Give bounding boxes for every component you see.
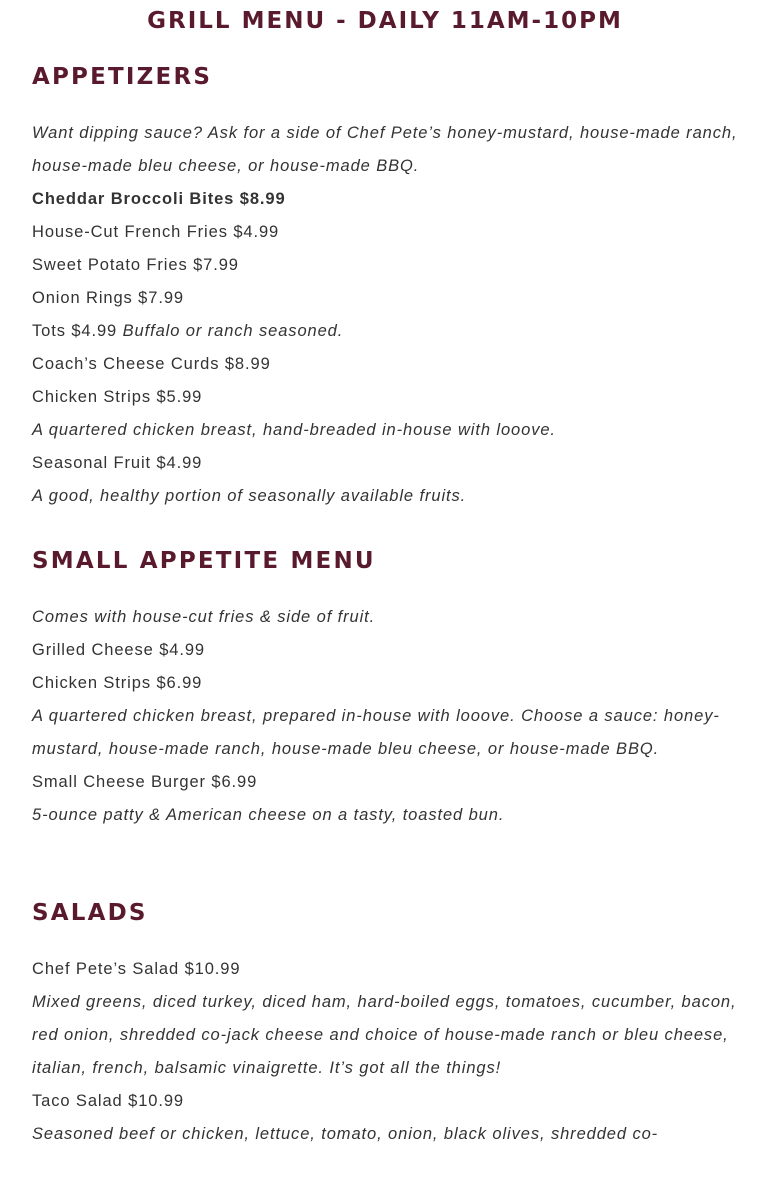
- menu-item-taco-salad: Taco Salad $10.99: [32, 1092, 184, 1110]
- appetizers-list: [32, 117, 744, 513]
- menu-item-chef-pete-salad: Chef Pete’s Salad $10.99: [32, 960, 241, 978]
- menu-item-sweet-potato-fries: Sweet Potato Fries $7.99: [32, 256, 239, 274]
- menu-item-small-cheese-burger-note: 5-ounce patty & American cheese on a tasty, toasted bun.: [32, 806, 505, 824]
- menu-item-seasonal-fruit-note: A good, healthy portion of seasonally available fruits.: [32, 487, 467, 505]
- menu-item-onion-rings: Onion Rings $7.99: [32, 289, 184, 307]
- section-heading-small-appetite: SMALL APPETITE MENU: [32, 548, 376, 574]
- menu-item-seasonal-fruit: Seasonal Fruit $4.99: [32, 454, 203, 472]
- menu-item-small-cheese-burger: Small Cheese Burger $6.99: [32, 773, 258, 791]
- menu-item-tots: [32, 315, 744, 348]
- section-heading-salads: SALADS: [32, 900, 148, 926]
- menu-item-cheese-curds: Coach’s Cheese Curds $8.99: [32, 355, 271, 373]
- menu-item-chef-pete-salad-note: Mixed greens, diced turkey, diced ham, hard-boiled eggs, tomatoes, cucumber, bacon, red onion, shredded co-jack cheese and choice of house-made ranch or bleu cheese, italian, french, balsamic vinaigrette. It’s got all the things!: [32, 993, 737, 1077]
- menu-item-tots-note: Buffalo or ranch seasoned.: [122, 322, 344, 340]
- page-title: GRILL MENU - DAILY 11AM-10PM: [147, 8, 623, 34]
- menu-item-kids-chicken-strips-note: A quartered chicken breast, prepared in-house with looove. Choose a sauce: honey-mustard, house-made ranch, house-made bleu cheese, or house-made BBQ.: [32, 707, 720, 758]
- appetizers-intro-note: Want dipping sauce? Ask for a side of Chef Pete’s honey-mustard, house-made ranch, house-made bleu cheese, or house-made BBQ.: [32, 124, 738, 175]
- menu-item-taco-salad-note: Seasoned beef or chicken, lettuce, tomato, onion, black olives, shredded co-: [32, 1125, 659, 1143]
- section-heading-appetizers: APPETIZERS: [32, 64, 213, 90]
- salads-list: [32, 953, 744, 1151]
- small-appetite-intro-note: Comes with house-cut fries & side of fruit.: [32, 608, 376, 626]
- menu-item-chicken-strips: Chicken Strips $5.99: [32, 388, 203, 406]
- menu-item-french-fries: House-Cut French Fries $4.99: [32, 223, 280, 241]
- menu-item-grilled-cheese: Grilled Cheese $4.99: [32, 641, 206, 659]
- small-appetite-list: [32, 601, 744, 832]
- menu-item-cheddar-broccoli: Cheddar Broccoli Bites $8.99: [32, 190, 286, 208]
- menu-item-kids-chicken-strips: Chicken Strips $6.99: [32, 674, 203, 692]
- menu-item-tots-label: Tots $4.99: [32, 322, 118, 340]
- menu-item-chicken-strips-note: A quartered chicken breast, hand-breaded in-house with looove.: [32, 421, 556, 439]
